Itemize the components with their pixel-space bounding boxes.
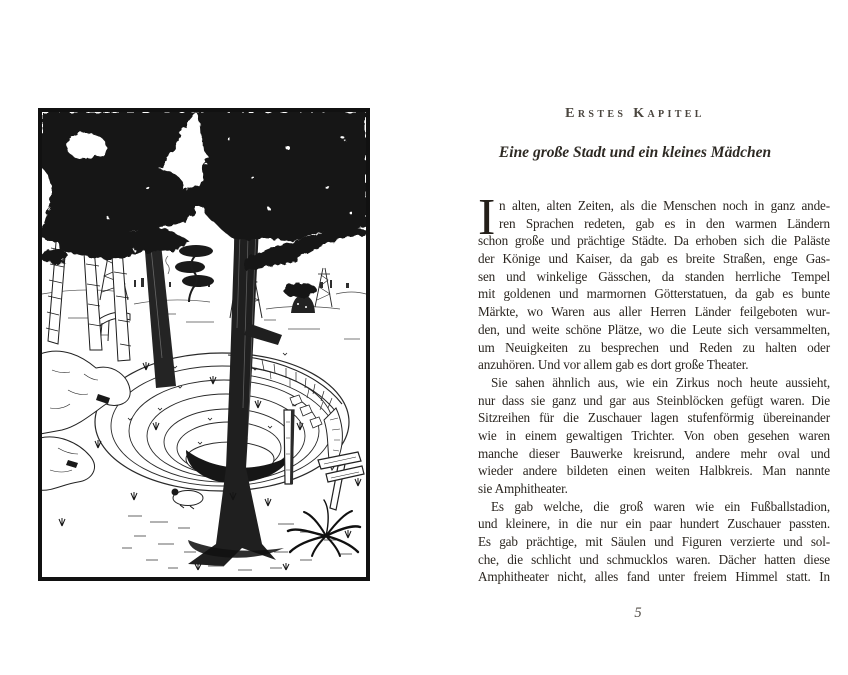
resting-sheep	[172, 489, 204, 510]
text-line: wie in einem gewaltigen Trichter. Von oben gesehen waren	[478, 427, 830, 443]
text-line: um Neuigkeiten zu besprechen und Reden zu halten oder	[478, 339, 830, 355]
text-line: che, die schlicht und schmucklos waren. Dächer hatten diese	[478, 551, 830, 567]
text-line: schon große und prächtige Städte. Da erhoben sich die Paläste	[478, 233, 830, 249]
text-line: ren Sprachen redeten, gab es in den warmen Ländern	[499, 215, 830, 231]
amphitheatre-drawing	[38, 108, 370, 581]
body-text	[478, 197, 830, 586]
amphitheatre	[95, 353, 349, 491]
chapter-title: Eine große Stadt und ein kleines Mädchen	[498, 143, 772, 161]
text-line: sie Amphitheater.	[478, 481, 568, 496]
drop-cap: I	[478, 189, 496, 246]
text-line: der Könige und Kaiser, da gab es breite Straßen, enge Gas-	[478, 251, 830, 267]
chapter-label: Erstes Kapitel	[565, 105, 705, 121]
text-line: anzuhören. Und vor allem gab es dort große Theater.	[478, 357, 749, 373]
right-book-page	[478, 0, 830, 675]
text-line: manche dieser Bauwerke kreisrund, andere mehr oval und	[478, 445, 830, 461]
text-line: n alten, alten Zeiten, als die Menschen noch in ganz ande-	[499, 198, 830, 213]
agave-plant	[288, 500, 360, 556]
text-line: den, und weite schöne Plätze, wo die Leute sich versammelten,	[478, 321, 830, 337]
text-line: mit goldenen und marmornen Götterstatuen, da gab es bunte	[478, 286, 830, 302]
text-line: Es gab welche, die groß waren wie ein Fußballstadion,	[491, 498, 830, 514]
text-line: wieder andere bildeten einen weiten Halbkreis. Man nannte	[478, 463, 830, 479]
text-line: und kleinere, in die nur ein paar hundert Zuschauer passten.	[478, 516, 830, 532]
page-number: 5	[634, 605, 642, 621]
text-line: Sie sahen ähnlich aus, wie ein Zirkus noch heute aussieht,	[491, 374, 830, 390]
text-line: nur dass sie ganz und gar aus Steinblöcken gefügt waren. Die	[478, 392, 830, 408]
book-illustration	[38, 108, 370, 581]
text-line: Märkte, wo Waren aus aller Herren Länder feilgeboten wur-	[478, 304, 830, 320]
timber-post	[284, 410, 294, 484]
text-line: Es gab prächtige, mit Säulen und Figuren verzierte und sol-	[478, 534, 830, 550]
text-line: sen und winkelige Gässchen, da standen herrliche Tempel	[478, 268, 830, 284]
text-line: Amphitheater nicht, alles fand unter freiem Himmel statt. In	[478, 569, 830, 585]
text-line: Sitzreihen für die Zuschauer lagen stufenförmig übereinander	[478, 410, 830, 426]
